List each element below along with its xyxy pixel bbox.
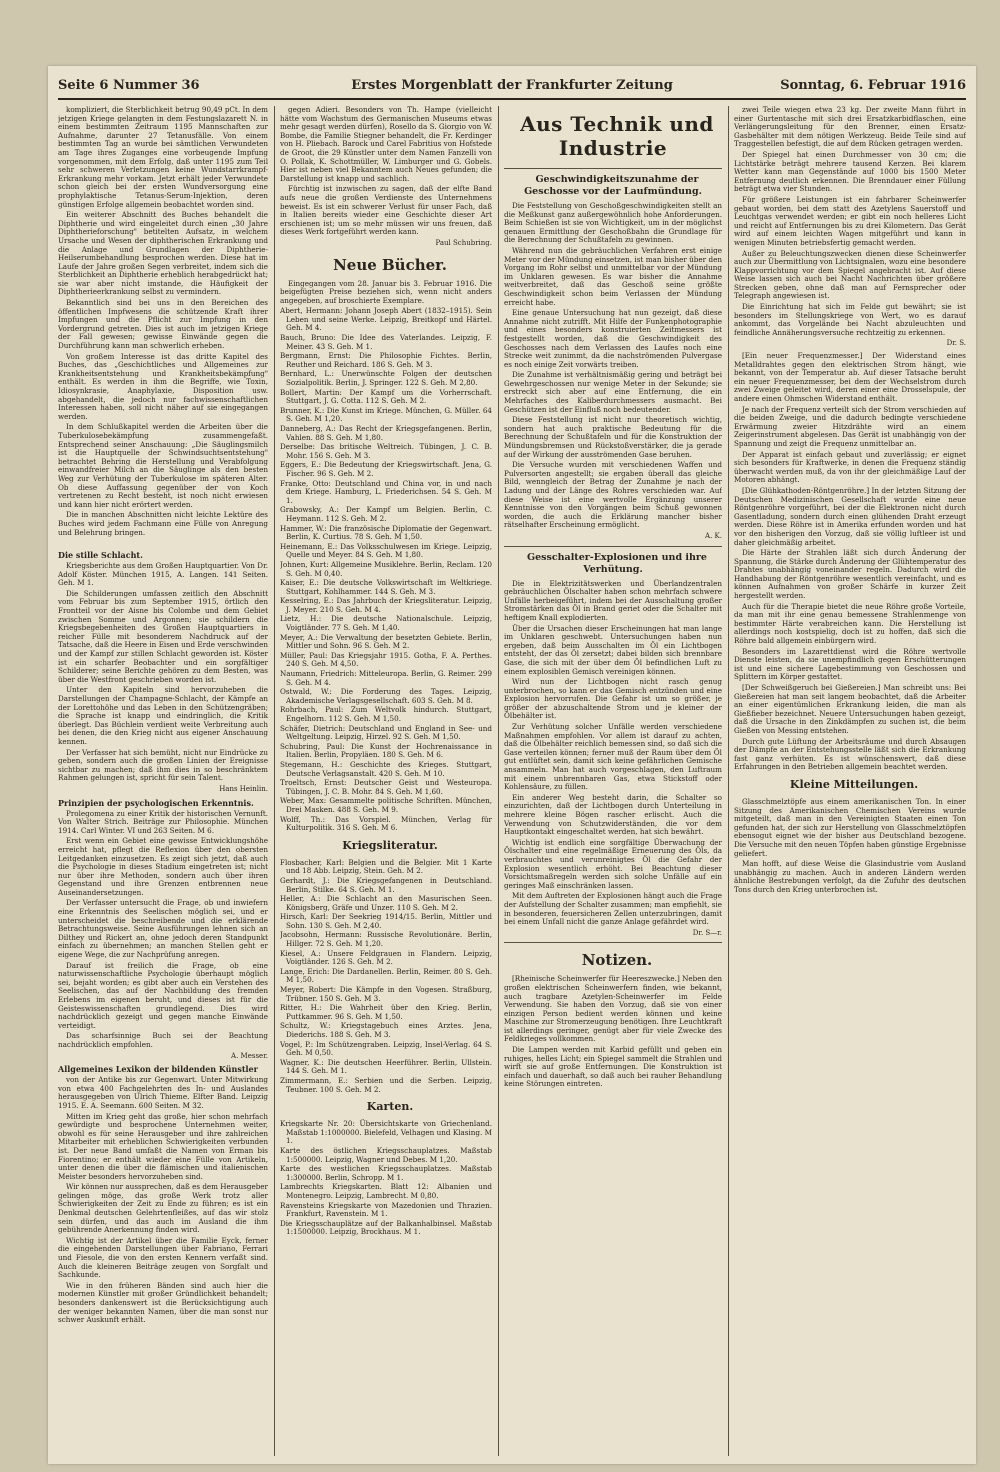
section-title-technik: Aus Technik und Industrie (520, 112, 714, 160)
column-3: Aus Technik und Industrie Geschwindigkeitszunahme der Geschosse vor der Laufmündung. Die Feststellung von Geschoßgeschwindigkeiten stellt an die Meßkunst ganz außergewöhnlich hohe Anforderungen. Beim Schießen ist sie von Wichtigkeit, um in der möglichst genauen Ermittlung der Geschoßbahn die Grundlage für die Berechnung der Schußtafeln zu gewinnen. Während nun die gebräuchlichen Verfahren erst einige Meter vor der Mündung einsetzen, ist man bisher über den Vorgang im Rohr selbst und unmittelbar vor der Mündung im Unklaren gewesen. Es war bisher die Annahme weitverbreitet, daß das Geschoß seine größte Geschwindigkeit schon beim Verlassen der Mündung erreicht habe. Eine genaue Untersuchung hat nun gezeigt, daß diese Annahme nicht zutrifft. Mit Hilfe der Funkenphotographie und eines besonders konstruierten Zeitmessers ist festgestellt worden, daß die Geschwindigkeit des Geschosses nach dem Verlassen des Laufes noch eine Strecke weit zunimmt, da die nachströmenden Pulvergase es noch einige Zeit vorwärts treiben. Die Zunahme ist verhältnismäßig gering und beträgt bei Gewehrgeschossen nur wenige Meter in der Sekunde; sie erstreckt sich aber auf eine Entfernung, die ein Mehrfaches des Kaliberdurchmessers ausmacht. Bei Geschützen ist der Einfluß noch bedeutender. Diese Feststellung ist nicht nur theoretisch wichtig, sondern hat auch praktische Bedeutung für die Berechnung der Schußtafeln und für die Konstruktion der Mündungsbremsen und Rückstoßverstärker, die ja gerade auf der Wirkung der ausströmenden Gase beruhen. Die Versuche wurden mit verschiedenen Waffen und Pulversorten angestellt; sie ergaben überall das gleiche Bild, wenngleich der Betrag der Zunahme je nach der Ladung und der Länge des Rohres verschieden war. Auf diese Weise ist eine wertvolle Ergänzung unserer Kenntnisse von den Vorgängen beim Schuß gewonnen worden, die auch die Erklärung mancher bisher rätselhafter Erscheinung ermöglicht. A. K. Gesschalter-Explosionen und ihre Verhütung. Die in Elektrizitätswerken und Überlandzentralen gebräuchlichen Ölschalter haben schon mehrfach schwere Unfälle herbeigeführt, indem bei der Ausschaltung großer Stromstärken das Öl in Brand geriet oder die Schalter mit heftigem Knall explodierten. Über die Ursachen dieser Erscheinungen hat man lange im Unklaren geschwebt. Untersuchungen haben nun ergeben, daß beim Ausschalten im Öl ein Lichtbogen entsteht, der das Öl zersetzt; dabei bilden sich brennbare Gase, die sich mit der über dem Öl befindlichen Luft zu einem explosiblen Gemisch vereinigen können. Wird nun der Lichtbogen nicht rasch genug unterbrochen, so kann er das Gemisch entzünden und eine Explosion hervorrufen. Die Gefahr ist um so größer, je größer der abzuschaltende Strom und je kleiner der Ölbehälter ist. Zur Verhütung solcher Unfälle werden verschiedene Maßnahmen empfohlen. Vor allem ist darauf zu achten, daß die Ölbehälter reichlich bemessen sind, so daß sich die Gase verteilen können; ferner muß der Raum über dem Öl gut entlüftet sein, damit sich keine gefährlichen Gemische ansammeln. Man hat auch vorgeschlagen, den Luftraum mit einem unbrennbaren Gas, etwa Stickstoff oder Kohlensäure, zu füllen. Ein anderer Weg besteht darin, die Schalter so einzurichten, daß der Lichtbogen durch Unterteilung in mehrere kleine Bögen rascher erlischt. Auch die Verwendung von Schutzwiderständen, die vor dem Hauptkontakt eingeschaltet werden, hat sich bewährt. Wichtig ist endlich eine sorgfältige Überwachung der Ölschalter und eine regelmäßige Erneuerung des Öls, da verbrauchtes und verunreinigtes Öl die Gefahr der Explosion wesentlich erhöht. Bei Beachtung dieser Vorsichtsmaßregeln werden sich solche Unfälle auf ein geringes Maß einschränken lassen. Mit dem Auftreten der Explosionen hängt auch die Frage der Aufstellung der Schalter zusammen; man empfiehlt, sie in besonderen, feuersicheren Zellen unterzubringen, damit bei einem Unfall nicht die ganze Anlage gefährdet wird. Dr. S—r. Notizen. [Rheinische Scheinwerfer für Heereszwecke.] Neben den großen elektrischen Scheinwerfern finden, wie bekannt, auch tragbare Azetylen-Scheinwerfer im Felde Verwendung. Sie haben den Vorzug, daß sie von einer einzigen Person bedient werden können und keine Maschine zur Stromerzeugung benötigen. Ihre Leuchtkraft ist allerdings geringer, genügt aber für viele Zwecke des Feldkrieges vollkommen. Die Lampen werden mit Karbid gefüllt und geben ein ruhiges, helles Licht; ein Spiegel sammelt die Strahlen und wirft sie auf große Entfernungen. Die Konstruktion ist einfach und dauerhaft, so daß auch bei rauher Behandlung keine Störungen eintreten. (504, 112, 722, 1089)
page-number: Seite 6 Nummer 36 (58, 78, 200, 93)
newspaper-masthead: Erstes Morgenblatt der Frankfurter Zeitung (351, 78, 673, 93)
column-4: zwei Teile wiegen etwa 23 kg. Der zweite Mann führt in einer Gurtentasche mit sich drei Ersatzkarbidflaschen, eine Verlängerungsleitung für den Brenner, einen Ersatz-Gasbehälter mit dem nötigen Werkzeug. Beide Teile sind auf Traggestellen befestigt, die auf dem Rücken getragen werden. Der Spiegel hat einen Durchmesser von 30 cm; die Lichtstärke beträgt mehrere tausend Kerzen. Bei klarem Wetter kann man Gegenstände auf 1000 bis 1500 Meter Entfernung deutlich erkennen. Die Brenndauer einer Füllung beträgt etwa vier Stunden. Für größere Leistungen ist ein fahrbarer Scheinwerfer gebaut worden, bei dem statt des Azetylens Sauerstoff und Leuchtgas verwendet werden; er gibt ein noch helleres Licht und reicht auf Entfernungen bis zu drei Kilometern. Das Gerät wird auf einem leichten Wagen mitgeführt und kann in wenigen Minuten betriebsfertig gemacht werden. Außer zu Beleuchtungszwecken dienen diese Scheinwerfer auch zur Übermittlung von Lichtsignalen, wozu eine besondere Klappvorrichtung vor dem Spiegel angebracht ist. Auf diese Weise lassen sich auch bei Nacht Nachrichten über größere Strecken geben, ohne daß man auf Fernsprecher oder Telegraph angewiesen ist. Die Einrichtung hat sich im Felde gut bewährt; sie ist besonders im Stellungskriege von Wert, wo es darauf ankommt, das Vorgelände bei Nacht abzuleuchten und feindliche Annäherungsversuche rechtzeitig zu erkennen. Dr. S. [Ein neuer Frequenzmesser.] Der Widerstand eines Metalldrahtes gegen den elektrischen Strom hängt, wie bekannt, von der Temperatur ab. Auf dieser Tatsache beruht ein neuer Frequenzmesser, bei dem der Wechselstrom durch zwei Zweige geleitet wird, deren einer eine Drosselspule, der andere einen Ohmschen Widerstand enthält. Je nach der Frequenz verteilt sich der Strom verschieden auf die beiden Zweige, und die dadurch bedingte verschiedene Erwärmung zweier Hitzdrähte wird an einem Zeigerinstrument abgelesen. Das Gerät ist unabhängig von der Spannung und zeigt die Frequenz unmittelbar an. Der Apparat ist einfach gebaut und zuverlässig; er eignet sich besonders für Kraftwerke, in denen die Frequenz ständig überwacht werden muß, da von ihr der gleichmäßige Lauf der Motoren abhängt. [Die Glühkathoden-Röntgenröhre.] In der letzten Sitzung der Deutschen Medizinischen Gesellschaft wurde eine neue Röntgenröhre vorgeführt, bei der die Elektronen nicht durch Gasentladung, sondern durch einen glühenden Draht erzeugt werden. Diese Röhre ist in Amerika erfunden worden und hat vor den bisherigen den Vorzug, daß sie völlig luftleer ist und daher gleichmäßig arbeitet. Die Härte der Strahlen läßt sich durch Änderung der Spannung, die Stärke durch Änderung der Glühtemperatur des Drahtes unabhängig voneinander regeln. Dadurch wird die Handhabung der Röntgenröhre wesentlich vereinfacht, und es können Aufnahmen von großer Schärfe in kurzer Zeit hergestellt werden. Auch für die Therapie bietet die neue Röhre große Vorteile, da man mit ihr eine genau bemessene Strahlenmenge von bestimmter Härte verabreichen kann. Die Herstellung ist allerdings noch kostspielig, doch ist zu hoffen, daß sich die Röhre bald allgemein einbürgern wird. Besonders im Lazarettdienst wird die Röhre wertvolle Dienste leisten, da sie unempfindlich gegen Erschütterungen ist und eine sichere Lagebestimmung von Geschossen und Splittern im Körper gestattet. [Der Schweißgeruch bei Gießereien.] Man schreibt uns: Bei Gießereien hat man seit langem beobachtet, daß die Arbeiter an einer eigentümlichen Erkrankung leiden, die man als Gießfieber bezeichnet. Neuere Untersuchungen haben gezeigt, daß die Ursache in den Zinkdämpfen zu suchen ist, die beim Gießen von Messing entstehen. Durch gute Lüftung der Arbeitsräume und durch Absaugen der Dämpfe an der Entstehungsstelle läßt sich die Erkrankung fast ganz verhüten. Es ist wünschenswert, daß diese Erfahrungen in den Betrieben allgemein beachtet werden. Kleine Mitteilungen. Glasschmelztöpfe aus einem amerikanischen Ton. In einer Sitzung des Amerikanischen Chemischen Vereins wurde mitgeteilt, daß man in den Vereinigten Staaten einen Ton gefunden hat, der sich zur Herstellung von Glasschmelztöpfen ebensogut eignet wie der bisher aus Deutschland bezogene. Die Versuche mit den neuen Töpfen haben günstige Ergebnisse geliefert. Man hofft, auf diese Weise die Glasindustrie vom Ausland unabhängig zu machen. Auch in anderen Ländern werden ähnliche Bestrebungen verfolgt, da die Zufuhr des deutschen Tons durch den Krieg unterbrochen ist. (734, 106, 966, 894)
article-signature: A. Messer. (231, 1051, 268, 1060)
article-signature: Paul Schubring. (435, 238, 492, 247)
article-heading: Allgemeines Lexikon der bildenden Künstler (58, 1064, 258, 1075)
section-heading-neue-buecher: Neue Bücher. (333, 255, 447, 274)
article-title: Gesschalter-Explosionen und ihre Verhütung. (527, 551, 707, 575)
article-signature: Hans Heinlin. (219, 784, 268, 793)
article-signature: A. K. (705, 531, 722, 540)
section-heading-kleine-mitteilungen: Kleine Mitteilungen. (789, 777, 919, 791)
article-signature: Dr. S—r. (692, 928, 722, 937)
column-1: kompliziert, die Sterblichkeit betrug 90,49 pCt. In dem jetzigen Kriege gelangten in dem Festungslazarett N. in einem bestimmten Zeitraum 1195 Mannschaften zur Aufnahme, darunter 27 Tetanusfälle. Von einem bestimmten Tag an wurde bei sämtlichen Verwundeten am Tage ihres Zuganges eine vorbeugende Impfung vorgenommen, mit dem Erfolg, daß unter 1195 zum Teil sehr schweren Verletzungen keine Wundstarrkrampf-Erkrankung mehr vorkam. Jetzt erhält jeder Verwundete schon gleich bei der ersten Wundversorgung eine prophylaktische Tetanus-Serum-Injektion, deren günstigen Erfolge allgemein beobachtet worden sind. Ein weiterer Abschnitt des Buches behandelt die Diphtherie und wird eingeleitet durch einen „30 Jahre Diphtherieforschung" betitelten Aufsatz, in welchem Ursache und Wesen der diphtherischen Erkrankung und die Anlage und Grundlagen der Diphtherie-Heilserumbehandlung besprochen werden. Diese hat im Laufe der Jahre großen Segen verbreitet, indem sich die Sterblichkeit an Diphtherie erheblich herabgedrückt hat; sie war aber nicht imstande, die Häufigkeit der Diphtherieerkrankung selbst zu vermindern. Bekanntlich sind bei uns in den Bereichen des öffentlichen Impfwesens die schützende Kraft ihrer Impfungen und die Pflicht zur Impfung in den Vordergrund getreten. Dies ist auch im jetzigen Kriege der Fall gewesen; gewisse Einwände gegen die Durchführung kann man schwerlich erheben. Von großem Interesse ist das dritte Kapitel des Buches, das „Geschichtliches und Allgemeines zur Krankheitsentstehung und Krankheitsbekämpfung" enthält. Es werden in ihm die Begriffe, wie Toxin, Idiosynkrasie, Anaphylaxie, Disposition usw. abgehandelt, die jedoch nur fachwissenschaftlichen Interessen haben, soll nicht näher auf sie eingegangen werden. In dem Schlußkapitel werden die Arbeiten über die Tuberkulosebekämpfung zusammengefaßt. Entsprechend seiner Anschauung: „Die Säuglingsmilch ist die Hauptquelle der Schwindsuchtsentstehung" betrachtet Behring die Herstellung und Verabfolgung einwandfreier Milch an die Säuglinge als den besten Weg zur Verhütung der Tuberkulose im späteren Alter. Ob diese Auffassung gegenüber der von Koch vertretenen zu Recht besteht, ist noch nicht erwiesen und kann hier nicht erörtert werden. Die in manchen Abschnitten nicht leichte Lektüre des Buches wird jedem Fachmann eine Fülle von Anregung und Belehrung bringen. Die stille Schlacht. Kriegsberichte aus dem Großen Hauptquartier. Von Dr. Adolf Köster. München 1915, A. Langen. 141 Seiten. Geh. M 1. Die Schilderungen umfassen zeitlich den Abschnitt vom Februar bis zum September 1915, örtlich den Frontteil vor der Aisne bis Colombe und dem Gebiet zwischen Somme und Argonnen; sie schildern die Kriegsbegebenheiten des Großen Hauptquartiers in reicher Fülle mit besonderem Nachdruck auf der Tatsache, daß die Heere in Eisen und Erde verschwinden und der Kampf zur stillen Schlacht geworden ist. Köster ist ein scharfer Beobachter und ein sorgfältiger Schilderer; seine Berichte gehören zu dem Besten, was über die Westfront geschrieben worden ist. Unter den Kapiteln sind hervorzuheben die Darstellungen der Champagne-Schlacht, der Kämpfe an der Lorettohöhe und das Leben in den Schützengräben; die Sprache ist knapp und eindringlich, die Kritik überlegt. Das Büchlein verdient weite Verbreitung auch bei denen, die den Krieg nicht aus eigener Anschauung kennen. Der Verfasser hat sich bemüht, nicht nur Eindrücke zu geben, sondern auch die großen Linien der Ereignisse sichtbar zu machen; daß ihm dies in so beschränktem Rahmen gelungen ist, spricht für sein Talent. Hans Heinlin. Prinzipien der psychologischen Erkenntnis. Prolegomena zu einer Kritik der historischen Vernunft. Von Walter Strich. Beiträge zur Philosophie. München 1914. Carl Winter. VI und 263 Seiten. M 6. Erst wenn ein Gebiet eine gewisse Entwicklungshöhe erreicht hat, pflegt die Reflexion über den obersten Leitgedanken einzusetzen. Es zeigt sich jetzt, daß auch die Psychologie in dieses Stadium eingetreten ist; nicht nur über ihre Methoden, sondern auch über ihren Gegenstand und ihre Grenzen entbrennen neue Auseinandersetzungen. Der Verfasser untersucht die Frage, ob und inwiefern eine Erkenntnis des Seelischen möglich sei, und er unterscheidet die beschreibende und die erklärende Betrachtungsweise. Seine Ausführungen lehnen sich an Dilthey und Rickert an, ohne jedoch deren Standpunkt einfach zu übernehmen; an manchen Stellen geht er eigene Wege, die zur Nachprüfung anregen. Darauf ist freilich die Frage, ob eine naturwissenschaftliche Psychologie überhaupt möglich sei, bejaht worden; es gibt aber auch ein Verstehen des Seelischen, das auf der Nachbildung des fremden Erlebens im eigenen beruht, und dieses ist für die Geisteswissenschaften grundlegend. Dies wird nachdrücklich gezeigt und gegen manche Einwände verteidigt. Das scharfsinnige Buch sei der Beachtung nachdrücklich empfohlen. A. Messer. Allgemeines Lexikon der bildenden Künstler von der Antike bis zur Gegenwart. Unter Mitwirkung von etwa 400 Fachgelehrten des In- und Auslandes herausgegeben von Ulrich Thieme. Elfter Band. Leipzig 1915. E. A. Seemann. 600 Seiten. M 32. Mitten im Krieg geht das große, hier schon mehrfach gewürdigte und besprochene Unternehmen weiter, obwohl es für seine Herausgeber und ihre zahlreichen Mitarbeiter mit erheblichen Schwierigkeiten verbunden ist. Der neue Band umfaßt die Namen von Erman bis Fiorentino; er enthält wieder eine Fülle von Artikeln, unter denen die über die flämischen und italienischen Meister besonders hervorzuheben sind. Wir können nur aussprechen, daß es dem Herausgeber gelingen möge, das große Werk trotz aller Schwierigkeiten der Zeit zu Ende zu führen; es ist ein Denkmal deutschen Gelehrtenfleißes, auf das wir stolz sein dürfen, und das auch im Ausland die ihm gebührende Anerkennung finden wird. Wichtig ist der Artikel über die Familie Eyck, ferner die eingehenden Darstellungen über Fabriano, Ferrari und Fiesole, die von den ersten Kennern verfaßt sind. Auch die kleineren Beiträge zeugen von Sorgfalt und Sachkunde. Wie in den früheren Bänden sind auch hier die modernen Künstler mit großer Gründlichkeit behandelt; besonders dankenswert ist die Berücksichtigung auch der weniger bekannten Namen, über die man sonst nur schwer Auskunft erhält. (58, 106, 268, 1325)
newspaper-page (48, 66, 976, 1464)
article-heading: Die stille Schlacht. (58, 550, 143, 561)
article-signature: Dr. S. (946, 339, 966, 348)
issue-date: Sonntag, 6. Februar 1916 (780, 78, 966, 93)
column-2: gegen Adieri. Besonders von Th. Hampe (vielleicht hätte vom Wachstum des Germanischen Museums etwas mehr gesagt werden dürfen), Rosello da S. Giorgio von W. Bombe, die Familie Stiegner behandelt, die Fr. Kerdinger von H. Pliebach. Barock und Carel Fabritius von Hofstede de Groot, die 29 Künstler unter dem Namen Fanzelli von O. Pollak, K. Schottmüller, W. Limburger und G. Gobels. Hier ist neben viel Bekanntem auch Neues gefunden; die Darstellung ist knapp und sachlich. Fürchtig ist inzwischen zu sagen, daß der elfte Band aufs neue die großen Verdienste des Unternehmens beweist. Es ist ein schwerer Verlust für unser Fach, daß in Italien bereits wieder eine Geschichte dieser Art erschienen ist; um so mehr müssen wir uns freuen, daß dieses Werk fortgeführt werden kann. Paul Schubring. Neue Bücher. Eingegangen vom 28. Januar bis 3. Februar 1916. Die beigefügten Preise beziehen sich, wenn nicht anders angegeben, auf broschierte Exemplare. Abert, Hermann: Johann Joseph Abert (1832–1915). Sein Leben und seine Werke. Leipzig, Breitkopf und Härtel. Geh. M 4. Bauch, Bruno: Die Idee des Vaterlandes. Leipzig, F. Meiner. 43 S. Geh. M 1. Bergmann, Ernst: Die Philosophie Fichtes. Berlin, Reuther und Reichard. 186 S. Geh. M 3. Bernhard, L.: Unerwünschte Folgen der deutschen Sozialpolitik. Berlin, J. Springer. 122 S. Geh. M 2,80. Bollert, Martin: Der Kampf um die Vorherrschaft. Stuttgart, J. G. Cotta. 112 S. Geh. M 2. Brunner, K.: Die Kunst im Kriege. München, G. Müller. 64 S. Geh. M 1,20. Danneberg, A.: Das Recht der Kriegsgefangenen. Berlin, Vahlen. 88 S. Geh. M 1,80. Derselbe: Das britische Weltreich. Tübingen, J. C. B. Mohr. 156 S. Geh. M 3. Eggers, E.: Die Bedeutung der Kriegswirtschaft. Jena, G. Fischer. 96 S. Geh. M 2. Franke, Otto: Deutschland und China vor, in und nach dem Kriege. Hamburg, L. Friederichsen. 54 S. Geh. M 1. Grabowsky, A.: Der Kampf um Belgien. Berlin, C. Heymann. 112 S. Geh. M 2. Hammer, W.: Die französische Diplomatie der Gegenwart. Berlin, K. Curtius. 78 S. Geh. M 1,50. Heinemann, E.: Das Volksschulwesen im Kriege. Leipzig, Quelle und Meyer. 84 S. Geh. M 1,80. Johnen, Kurt: Allgemeine Musiklehre. Berlin, Reclam. 120 S. Geh. M 0,40. Kaiser, E.: Die deutsche Volkswirtschaft im Weltkriege. Stuttgart, Kohlhammer. 144 S. Geh. M 3. Kesselring, E.: Das Jahrbuch der Kriegsliteratur. Leipzig, J. Meyer. 210 S. Geh. M 4. Lietz, H.: Die deutsche Nationalschule. Leipzig, Voigtländer. 77 S. Geh. M 1,40. Meyer, A.: Die Verwaltung der besetzten Gebiete. Berlin, Mittler und Sohn. 96 S. Geh. M 2. Müller, Paul: Das Kriegsjahr 1915. Gotha, F. A. Perthes. 240 S. Geh. M 4,50. Naumann, Friedrich: Mitteleuropa. Berlin, G. Reimer. 299 S. Geh. M 4. Ostwald, W.: Die Forderung des Tages. Leipzig, Akademische Verlagsgesellschaft. 603 S. Geh. M 8. Rohrbach, Paul: Zum Weltvolk hindurch. Stuttgart, Engelhorn. 112 S. Geh. M 1,50. Schäfer, Dietrich: Deutschland und England in See- und Weltgeltung. Leipzig, Hirzel. 92 S. Geh. M 1,50. Schubring, Paul: Die Kunst der Hochrenaissance in Italien. Berlin, Propyläen. 180 S. Geh. M 6. Stegemann, H.: Geschichte des Krieges. Stuttgart, Deutsche Verlagsanstalt. 420 S. Geh. M 10. Troeltsch, Ernst: Deutscher Geist und Westeuropa. Tübingen, J. C. B. Mohr. 84 S. Geh. M 1,60. Weber, Max: Gesammelte politische Schriften. München, Drei Masken. 488 S. Geh. M 9. Wolff, Th.: Das Vorspiel. München, Verlag für Kulturpolitik. 316 S. Geh. M 6. Kriegsliteratur. Flosbacher, Karl: Belgien und die Belgier. Mit 1 Karte und 18 Abb. Leipzig, Stein. Geh. M 2. Gerhardt, J.: Die Kriegsgefangenen in Deutschland. Berlin, Stilke. 64 S. Geh. M 1. Heller, A.: Die Schlacht an den Masurischen Seen. Königsberg, Gräfe und Unzer. 110 S. Geh. M 2. Hirsch, Karl: Der Seekrieg 1914/15. Berlin, Mittler und Sohn. 130 S. Geh. M 2,40. Jacobsohn, Hermann: Russische Revolutionäre. Berlin, Hillger. 72 S. Geh. M 1,20. Kiesel, A.: Unsere Feldgrauen in Flandern. Leipzig, Voigtländer. 126 S. Geh. M 2. Lange, Erich: Die Dardanellen. Berlin, Reimer. 80 S. Geh. M 1,50. Meyer, Robert: Die Kämpfe in den Vogesen. Straßburg, Trübner. 150 S. Geh. M 3. Ritter, H.: Die Wahrheit über den Krieg. Berlin, Puttkammer. 96 S. Geh. M 1,50. Schultz, W.: Kriegstagebuch eines Arztes. Jena, Diederichs. 188 S. Geh. M 3. Vogel, P.: Im Schützengraben. Leipzig, Insel-Verlag. 64 S. Geh. M 0,50. Wagner, K.: Die deutschen Heerführer. Berlin, Ullstein. 144 S. Geh. M 1. Zimmermann, E.: Serbien und die Serben. Leipzig, Teubner. 100 S. Geh. M 2. Karten. Kriegskarte Nr. 20: Übersichtskarte von Griechenland. Maßstab 1:1000000. Bielefeld, Velhagen und Klasing. M 1. Karte des östlichen Kriegsschauplatzes. Maßstab 1:500000. Leipzig, Wagner und Debes. M 1,20. Karte des westlichen Kriegsschauplatzes. Maßstab 1:300000. Berlin, Schropp. M 1. Lambrechts Kriegskarten. Blatt 12: Albanien und Montenegro. Leipzig, Lambrecht. M 0,80. Ravensteins Kriegskarte von Mazedonien und Thrazien. Frankfurt, Ravenstein. M 1. Die Kriegsschauplätze auf der Balkanhalbinsel. Maßstab 1:1500000. Leipzig, Brockhaus. M 1. (280, 106, 492, 1237)
column-rule (728, 106, 729, 1456)
section-heading-notizen: Notizen. (581, 951, 653, 970)
page-header (58, 74, 966, 100)
column-rule (498, 106, 499, 1456)
section-heading-kriegsliteratur: Kriegsliteratur. (342, 838, 438, 852)
section-heading-karten: Karten. (366, 1100, 414, 1114)
column-rule (274, 106, 275, 1456)
article-heading: Prinzipien der psychologischen Erkenntnis. (58, 797, 254, 808)
article-title: Geschwindigkeitszunahme der Geschosse vor der Laufmündung. (524, 174, 702, 197)
